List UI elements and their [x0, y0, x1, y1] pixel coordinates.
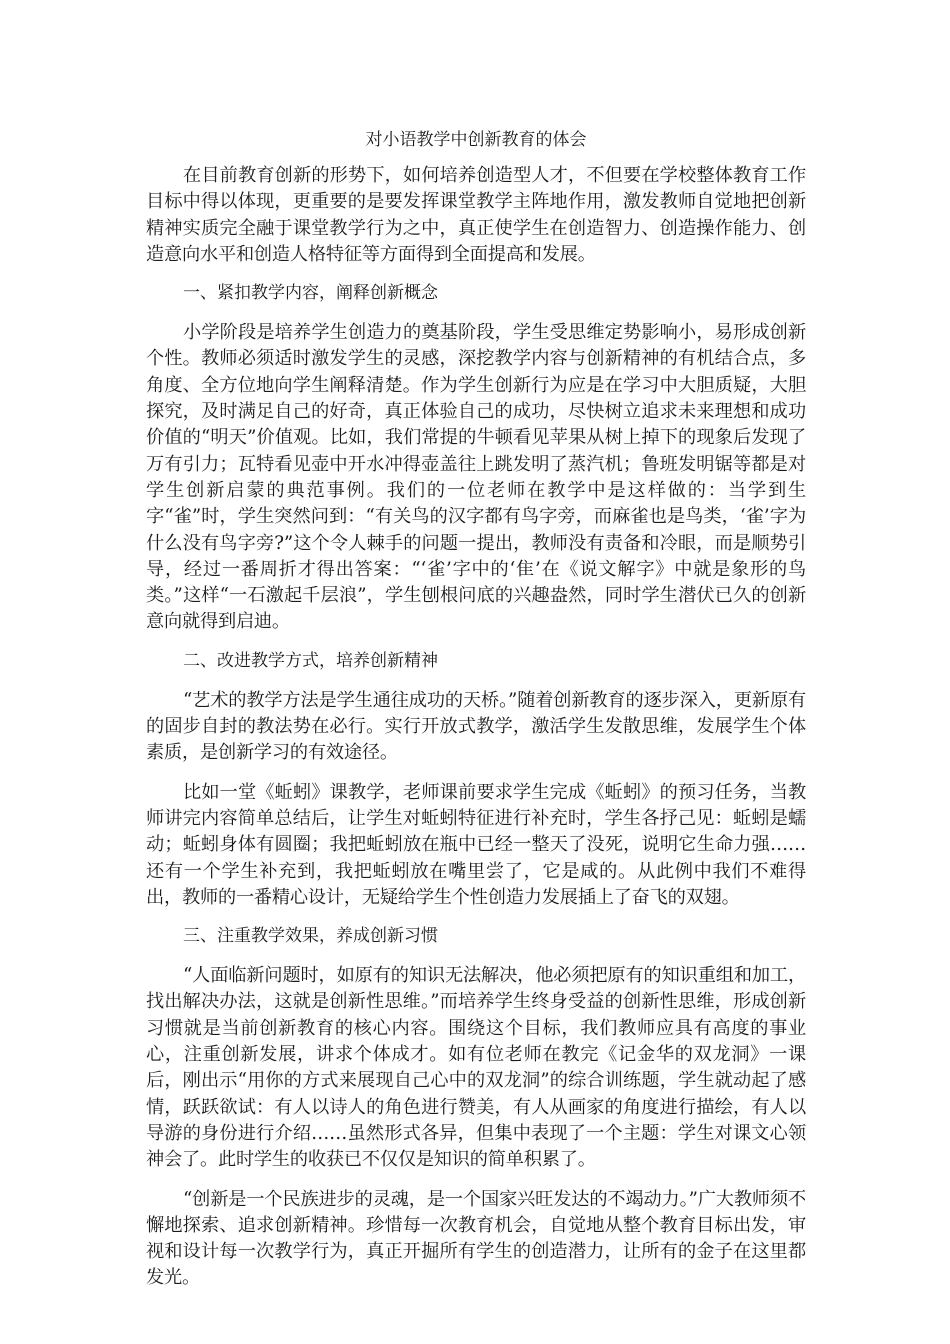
document-title: 对小语教学中创新教育的体会	[365, 130, 587, 150]
section-3-paragraph-1: “人面临新问题时，如原有的知识无法解决，他必须把原有的知识重组和加工，找出解决办法，这就是创新性思维。”而培养学生终身受益的创新性思维，形成创新习惯就是当前创新教育的核心内容。围绕这个目标，我们教师应具有高度的事业心，注重创新发展，讲求个体成才。如有位老师在教完《记金华的双龙洞》一课后，刚出示“用你的方式来展现自己心中的双龙洞”的综合训练题，学生就动起了感情，跃跃欲试：有人以诗人的角色进行赞美，有人从画家的角度进行描绘，有人以导游的身份进行介绍……虽然形式各异，但集中表现了一个主题：学生对课文心领神会了。此时学生的收获已不仅仅是知识的简单积累了。	[146, 965, 806, 1171]
section-3-heading: 三、注重教学效果，养成创新习惯	[183, 926, 438, 947]
document-page	[146, 128, 806, 1305]
section-2-paragraph-1: “艺术的教学方法是学生通往成功的天桥。”随着创新教育的逐步深入，更新原有的固步自封的教法势在必行。实行开放式教学，激活学生发散思维，发展学生个体素质，是创新学习的有效途径。	[146, 689, 806, 764]
section-1-paragraph-1: 小学阶段是培养学生创造力的奠基阶段，学生受思维定势影响小，易形成创新个性。教师必须适时激发学生的灵感，深挖教学内容与创新精神的有机结合点，多角度、全方位地向学生阐释清楚。作为学生创新行为应是在学习中大胆质疑，大胆探究，及时满足自己的好奇，真正体验自己的成功，尽快树立追求未来理想和成功价值的“明天”价值观。比如，我们常提的牛顿看见苹果从树上掉下的现象后发现了万有引力；瓦特看见壶中开水冲得壶盖往上跳发明了蒸汽机；鲁班发明锯等都是对学生创新启蒙的典范事例。我们的一位老师在教学中是这样做的：当学到生字“雀”时，学生突然问到：“有关鸟的汉字都有鸟字旁，而麻雀也是鸟类，‘雀’字为什么没有鸟字旁?”这个令人棘手的问题一提出，教师没有责备和冷眼，而是顺势引导，经过一番周折才得出答案：“‘雀’字中的‘隹’在《说文解字》中就是象形的鸟类。”这样“一石激起千层浪”，学生刨根问底的兴趣盎然，同时学生潜伏已久的创新意向就得到启迪。	[146, 322, 806, 633]
section-1-heading: 一、紧扣教学内容，阐释创新概念	[183, 283, 438, 304]
intro-paragraph: 在目前教育创新的形势下，如何培养创造型人才，不但要在学校整体教育工作目标中得以体现，更重要的是要发挥课堂教学主阵地作用，激发教师自觉地把创新精神实质完全融于课堂教学行为之中，真正使学生在创造智力、创造操作能力、创造意向水平和创造人格特征等方面得到全面提高和发展。	[146, 165, 806, 265]
section-2-heading: 二、改进教学方式，培养创新精神	[183, 650, 438, 671]
section-2-paragraph-2: 比如一堂《蚯蚓》课教学，老师课前要求学生完成《蚯蚓》的预习任务，当教师讲完内容简单总结后，让学生对蚯蚓特征进行补充时，学生各抒己见：蚯蚓是蠕动；蚯蚓身体有圆圈；我把蚯蚓放在瓶中已经一整天了没死，说明它生命力强……还有一个学生补充到，我把蚯蚓放在嘴里尝了，它是咸的。从此例中我们不难得出，教师的一番精心设计，无疑给学生个性创造力发展插上了奋飞的双翅。	[146, 781, 806, 908]
section-3-paragraph-2: “创新是一个民族进步的灵魂，是一个国家兴旺发达的不竭动力。”广大教师须不懈地探索、追求创新精神。珍惜每一次教育机会，自觉地从整个教育目标出发，审视和设计每一次教学行为，真正开掘所有学生的创造潜力，让所有的金子在这里都发光。	[146, 1188, 806, 1289]
